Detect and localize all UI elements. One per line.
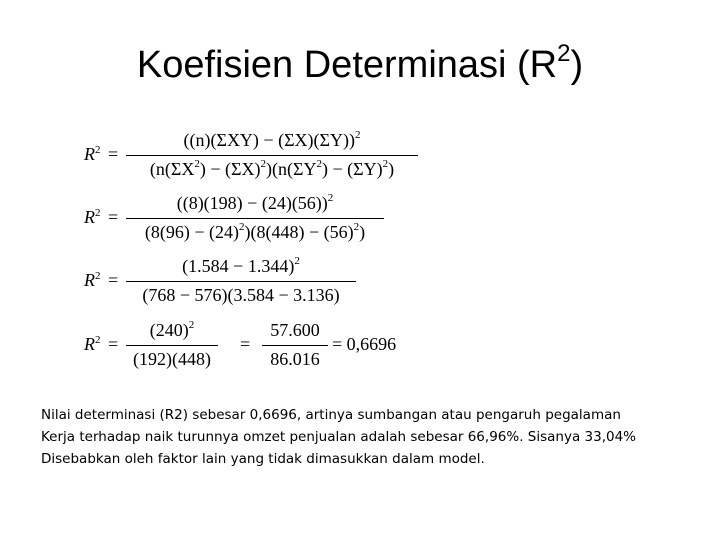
equation-3-fraction xyxy=(126,256,356,312)
title-close-paren: ) xyxy=(570,44,584,86)
equation-3-equals: = xyxy=(108,270,119,290)
slide-title xyxy=(0,40,720,87)
equation-1-denominator: $(n(\Sigma X^2) - (\Sigma X)^2)(n(\Sigma Y^2) - (\Sigma Y)^2)$ xyxy=(149,158,395,179)
equation-3-lhs: $R^2$ xyxy=(84,270,101,290)
equation-2-fraction-bar xyxy=(126,218,384,219)
explanation-paragraph xyxy=(41,404,701,470)
equation-3 xyxy=(84,256,374,312)
equation-4-fraction-right xyxy=(262,320,328,376)
equation-2-numerator: $((8)(198) - (24)(56))^2$ xyxy=(176,192,334,213)
paragraph-line-3: Disebabkan oleh faktor lain yang tidak dimasukkan dalam model. xyxy=(41,451,485,467)
equation-4-numerator-2: 57.600 xyxy=(270,320,320,340)
equation-4-numerator: $(240)^2$ xyxy=(149,319,195,340)
equation-4 xyxy=(84,320,424,376)
equation-1-fraction xyxy=(126,130,418,186)
equation-4-lhs: $R^2$ xyxy=(84,334,101,354)
equation-2 xyxy=(84,193,394,249)
equation-4-fraction-bar-2 xyxy=(262,345,328,346)
paragraph-line-1: Nilai determinasi (R2) sebesar 0,6696, artinya sumbangan atau pengaruh pegalaman xyxy=(41,407,621,423)
equation-1-lhs: $R^2$ xyxy=(84,144,101,164)
equation-1-equals: = xyxy=(108,144,119,164)
equation-1-numerator: $((n)(\Sigma XY) - (\Sigma X)(\Sigma Y))^2$ xyxy=(183,129,361,150)
equation-2-denominator: $(8(96) - (24)^2)(8(448) - (56)^2)$ xyxy=(144,221,366,242)
title-text: Koefisien Determinasi (R xyxy=(136,44,558,86)
title-superscript: 2 xyxy=(557,40,571,67)
equation-4-equals: = xyxy=(108,334,119,354)
equation-4-equals-middle: = xyxy=(240,334,251,354)
equation-4-fraction-left xyxy=(126,320,218,376)
equation-4-denominator-2: 86.016 xyxy=(270,349,320,369)
equation-3-numerator: $(1.584 - 1.344)^2$ xyxy=(182,255,300,276)
equation-2-lhs: $R^2$ xyxy=(84,207,101,227)
equation-3-denominator: (768 − 576)(3.584 − 3.136) xyxy=(142,285,340,305)
equation-4-denominator: (192)(448) xyxy=(133,349,211,369)
equation-2-fraction xyxy=(126,193,384,249)
equation-4-result: = 0,6696 xyxy=(332,334,397,354)
equation-1 xyxy=(84,130,424,186)
equation-3-fraction-bar xyxy=(126,281,356,282)
equation-4-fraction-bar xyxy=(126,345,218,346)
equation-1-fraction-bar xyxy=(126,155,418,156)
equation-2-equals: = xyxy=(108,207,119,227)
paragraph-line-2: Kerja terhadap naik turunnya omzet penjualan adalah sebesar 66,96%. Sisanya 33,04% xyxy=(41,429,636,445)
